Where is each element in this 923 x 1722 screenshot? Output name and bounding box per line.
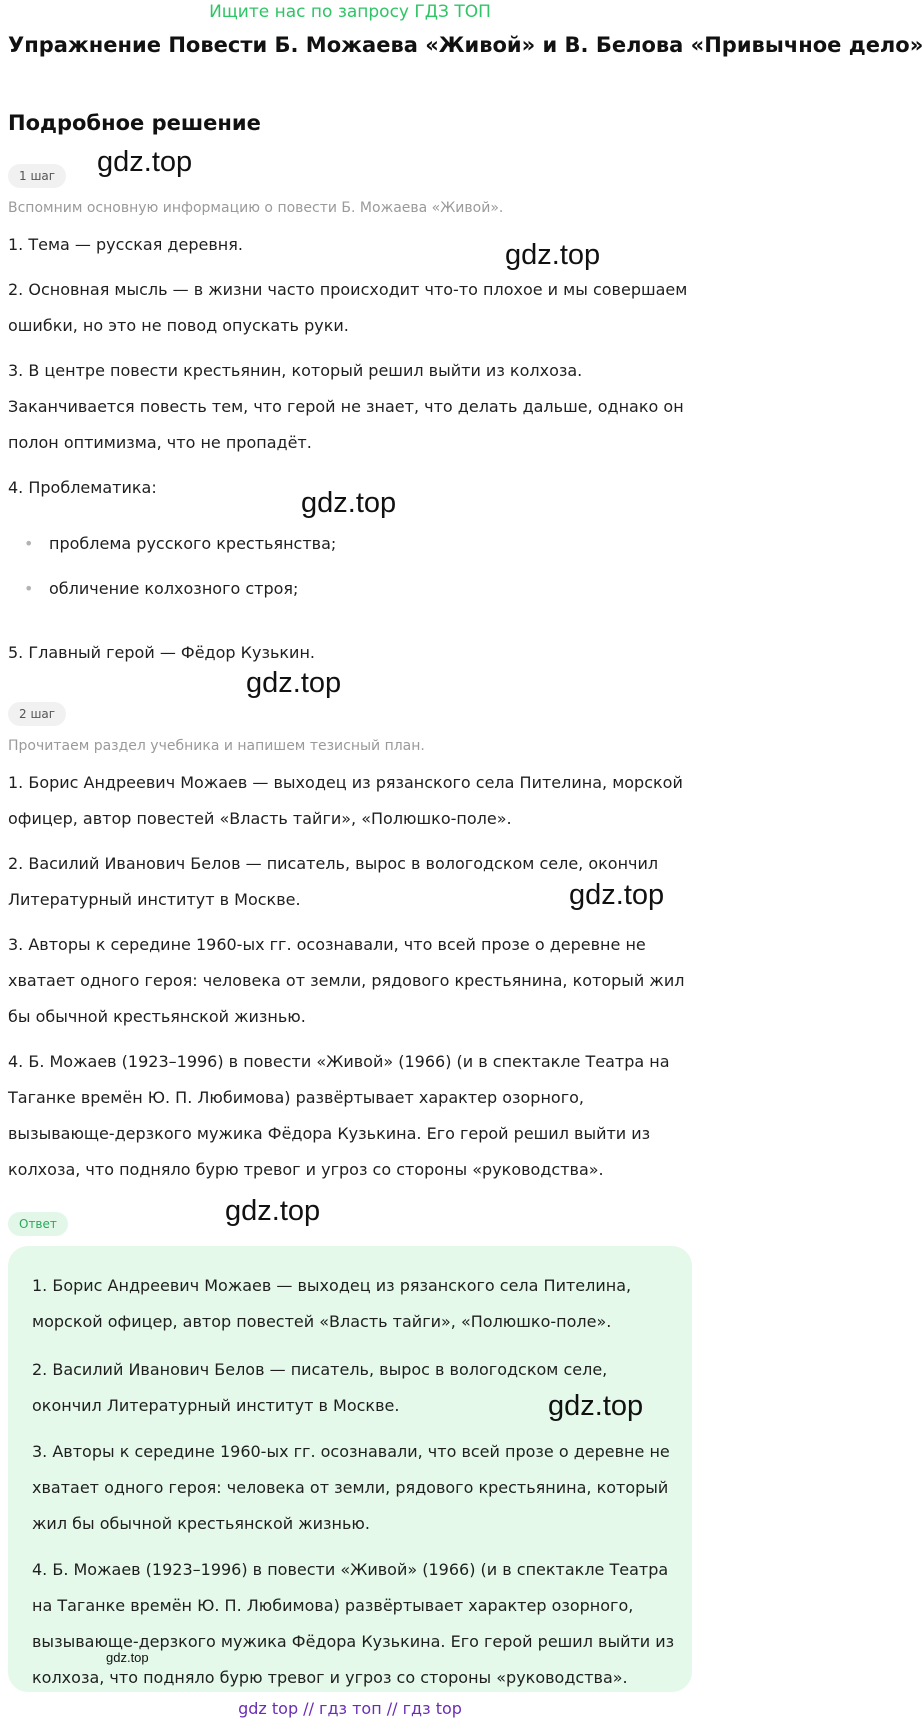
search-hint-banner: Ищите нас по запросу ГДЗ ТОП <box>209 2 491 22</box>
step-1-point-4: 4. Проблематика: <box>8 478 157 497</box>
step-1-point-1: 1. Тема — русская деревня. <box>8 235 243 254</box>
answer-point-4: 4. Б. Можаев (1923–1996) в повести «Живой» (1966) (и в спектакле Театра на Таганке времён Ю. П. Любимова) развёртывает характер озорного, вызывающе-дерзкого мужика Фёдора Кузькина. Его герой решил выйти из колхоза, что подняло бурю тревог и угроз со стороны «руководства». <box>32 1560 675 1687</box>
step-2-badge: 2 шаг <box>8 702 66 726</box>
watermark: gdz.top <box>548 1390 644 1422</box>
answer-badge: Ответ <box>8 1212 68 1236</box>
answer-point-1: 1. Борис Андреевич Можаев — выходец из рязанского села Пителина, морской офицер, автор повестей «Власть тайги», «Полюшко-поле». <box>32 1276 632 1331</box>
solution-heading: Подробное решение <box>8 111 261 135</box>
answer-point-2: 2. Василий Иванович Белов — писатель, вырос в вологодском селе, окончил Литературный институт в Москве. <box>32 1360 608 1415</box>
step-2-point-2: 2. Василий Иванович Белов — писатель, вырос в вологодском селе, окончил Литературный институт в Москве. <box>8 854 659 909</box>
watermark: gdz.top <box>97 146 193 178</box>
step-1-point-5: 5. Главный герой — Фёдор Кузькин. <box>8 643 315 662</box>
watermark: gdz.top <box>505 239 601 271</box>
step-2-point-4: 4. Б. Можаев (1923–1996) в повести «Живой» (1966) (и в спектакле Театра на Таганке времён Ю. П. Любимова) развёртывает характер озорного, вызывающе-дерзкого мужика Фёдора Кузькина. Его герой решил выйти из колхоза, что подняло бурю тревог и угроз со стороны «руководства». <box>8 1052 670 1179</box>
watermark: gdz.top <box>569 879 665 911</box>
page-title: Упражнение Повести Б. Можаева «Живой» и В. Белова «Привычное дело» <box>8 33 923 57</box>
list-item <box>24 571 298 607</box>
step-1-hint: Вспомним основную информацию о повести Б. Можаева «Живой». <box>8 200 504 216</box>
watermark: gdz.top <box>246 667 342 699</box>
watermark: gdz.top <box>225 1195 321 1227</box>
list-item <box>24 526 336 562</box>
step-1-badge: 1 шаг <box>8 164 66 188</box>
step-2-point-3: 3. Авторы к середине 1960-ых гг. осознавали, что всей прозе о деревне не хватает одного героя: человека от земли, рядового крестьянина, который жил бы обычной крестьянской жизнью. <box>8 935 685 1026</box>
watermark-small: gdz.top <box>106 1650 149 1665</box>
watermark: gdz.top <box>301 487 397 519</box>
answer-point-3: 3. Авторы к середине 1960-ых гг. осознавали, что всей прозе о деревне не хватает одного героя: человека от земли, рядового крестьянина, который жил бы обычной крестьянской жизнью. <box>32 1442 670 1533</box>
step-2-hint: Прочитаем раздел учебника и напишем тезисный план. <box>8 738 425 754</box>
step-2-point-1: 1. Борис Андреевич Можаев — выходец из рязанского села Пителина, морской офицер, автор повестей «Власть тайги», «Полюшко-поле». <box>8 773 683 828</box>
footer-links: gdz top // гдз топ // гдз top <box>238 1699 462 1718</box>
step-1-point-3: 3. В центре повести крестьянин, который решил выйти из колхоза. Заканчивается повесть тем, что герой не знает, что делать дальше, однако он полон оптимизма, что не пропадёт. <box>8 361 684 452</box>
list-item-text: обличение колхозного строя; <box>49 579 299 598</box>
step-1-point-2: 2. Основная мысль — в жизни часто происходит что-то плохое и мы совершаем ошибки, но это не повод опускать руки. <box>8 280 688 335</box>
list-item-text: проблема русского крестьянства; <box>49 534 337 553</box>
